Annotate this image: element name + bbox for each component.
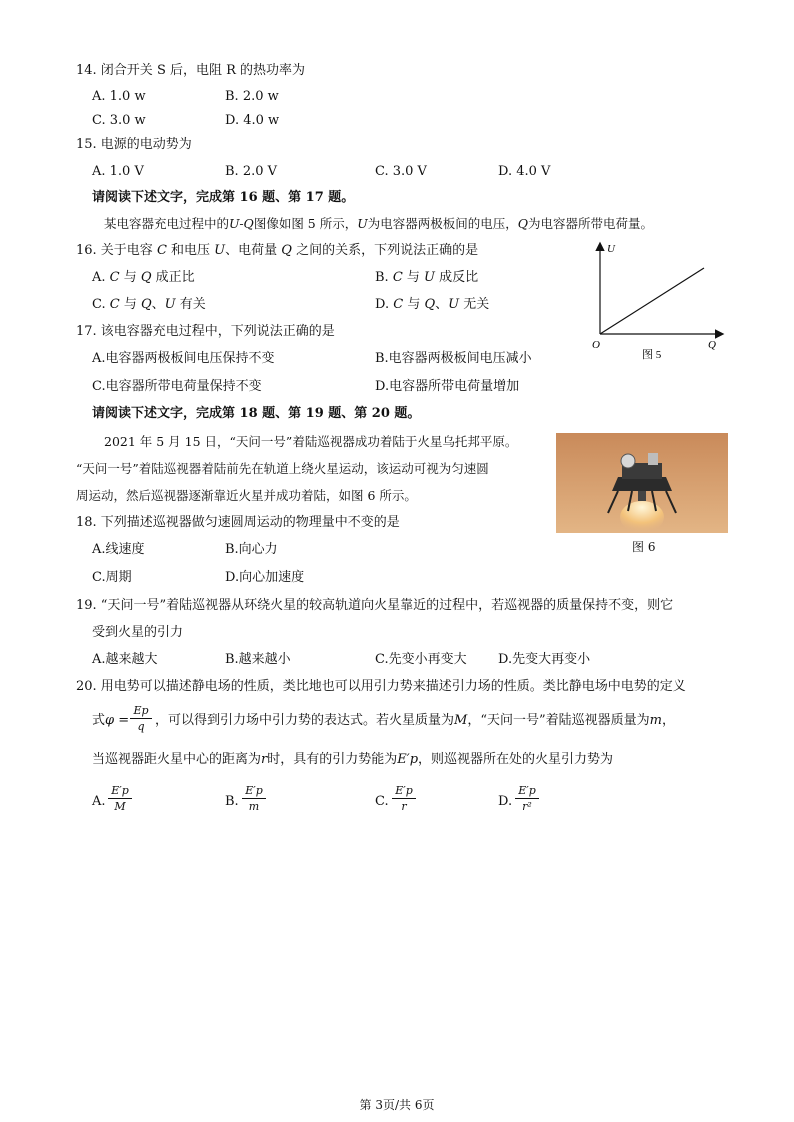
passage-line-1: 2021 年 5 月 15 日，“天问一号”着陆巡视器成功着陆于火星乌托邦平原。 [104,434,518,449]
q18-option-d: D.向心加速度 [225,570,305,585]
q15-option-d: D. 4.0 V [498,164,551,179]
q20-option-d-letter: D. [498,794,513,809]
q18-stem: 18. 下列描述巡视器做匀速圆周运动的物理量中不变的是 [76,515,400,530]
y-axis-label: U [607,243,615,255]
passage-line-2: “天问一号”着陆巡视器着陆前先在轨道上绕火星运动，该运动可视为匀速圆 [76,461,489,476]
q15-stem: 15. 电源的电动势为 [76,137,192,152]
q20-option-b-letter: B. [225,794,239,809]
q20-option-d-fraction: E′p r² [515,784,539,813]
q16-option-b: B. C 与 U 成反比 [375,270,479,285]
q14-option-b: B. 2.0 w [225,89,279,104]
q14-stem: 14. 闭合开关 S 后，电阻 R 的热功率为 [76,63,306,78]
q15-option-b: B. 2.0 V [225,164,278,179]
x-axis-label: Q [708,339,716,351]
q14-option-d: D. 4.0 w [225,113,280,128]
q16-stem: 16. 关于电容 C 和电压 U、电荷量 Q 之间的关系，下列说法正确的是 [76,243,479,258]
q15-option-a: A. 1.0 V [92,164,144,179]
q16-option-d: D. C 与 Q、U 无关 [375,297,490,312]
q19-option-a: A.越来越大 [92,652,158,667]
q18-option-b: B.向心力 [225,542,278,557]
q16-option-c: C. C 与 Q、U 有关 [92,297,206,312]
q17-option-d: D.电容器所带电荷量增加 [375,379,520,394]
q16-option-a: A. C 与 Q 成正比 [92,270,195,285]
figure-5-caption: 图 5 [642,349,662,361]
page-footer: 第 3页/共 6页 [359,1098,435,1112]
q17-option-b: B.电容器两极板间电压减小 [375,351,532,366]
q19-option-d: D.先变大再变小 [498,652,591,667]
q20-line-2: ，可以得到引力场中引力势的表达式。若火星质量为M，“天问一号”着陆巡视器质量为m， [155,713,675,728]
q17-option-a: A.电容器两极板间电压保持不变 [92,351,275,366]
q18-option-a: A.线速度 [92,542,145,557]
q19-stem-line-1: 19. “天问一号”着陆巡视器从环绕火星的较高轨道向火星靠近的过程中，若巡视器的质量保持不变，则它 [76,598,674,613]
q20-line-1: 20. 用电势可以描述静电场的性质，类比地也可以用引力势来描述引力场的性质。类比静电场中电势的定义 [76,679,686,694]
q20-phi-fraction: Ep q [130,704,152,733]
passage-uq: 某电容器充电过程中的U-Q图像如图 5 所示，U为电容器两极板间的电压，Q为电容器所带电荷量。 [104,216,654,231]
q20-option-c-fraction: E′p r [392,784,416,813]
q19-option-b: B.越来越小 [225,652,291,667]
figure-6-mars-lander-photo [556,433,728,533]
figure-5-uq-graph [590,238,730,368]
q18-option-c: C.周期 [92,570,132,585]
q19-stem-line-2: 受到火星的引力 [92,625,184,640]
passage-line-3: 周运动，然后巡视器逐渐靠近火星并成功着陆，如图 6 所示。 [76,488,417,503]
instruction-16-17: 请阅读下述文字，完成第 16 题、第 17 题。 [92,190,355,205]
origin-label: O [592,339,600,351]
uq-line [600,268,704,334]
q20-line-2-prefix: 式φ = [92,713,130,728]
q17-stem: 17. 该电容器充电过程中，下列说法正确的是 [76,324,335,339]
q20-option-a-letter: A. [92,794,106,809]
figure-6-caption: 图 6 [632,540,656,554]
q20-option-b-fraction: E′p m [242,784,266,813]
instruction-18-20: 请阅读下述文字，完成第 18 题、第 19 题、第 20 题。 [92,406,421,421]
q20-option-c-letter: C. [375,794,389,809]
q17-option-c: C.电容器所带电荷量保持不变 [92,379,262,394]
q14-option-a: A. 1.0 w [92,89,146,104]
q20-option-a-fraction: E′p M [108,784,132,813]
q20-line-3: 当巡视器距火星中心的距离为r时，具有的引力势能为E′p，则巡视器所在处的火星引力势为 [92,752,614,767]
q19-option-c: C.先变小再变大 [375,652,467,667]
q14-option-c: C. 3.0 w [92,113,146,128]
q15-option-c: C. 3.0 V [375,164,427,179]
